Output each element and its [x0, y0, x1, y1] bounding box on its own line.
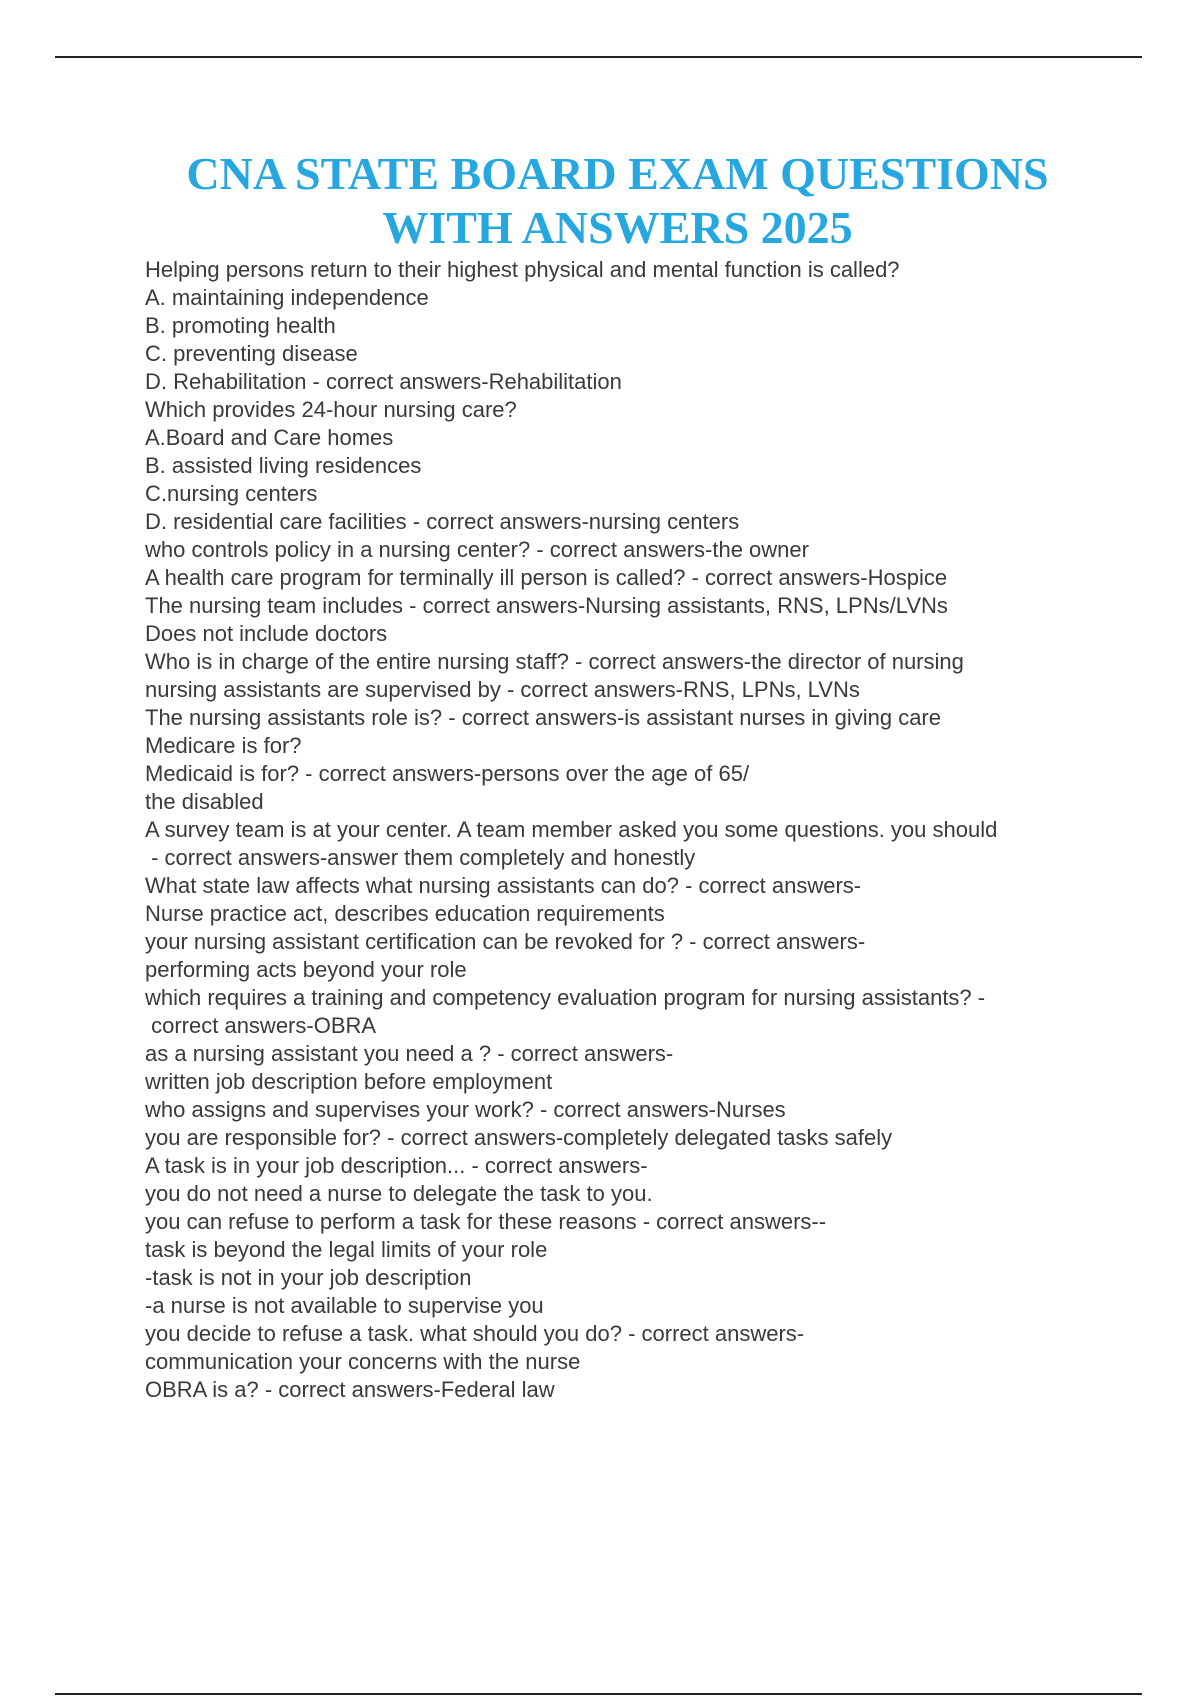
text-line: What state law affects what nursing assistants can do? - correct answers- [145, 873, 862, 898]
text-line: as a nursing assistant you need a ? - correct answers- [145, 1041, 674, 1066]
text-line: you do not need a nurse to delegate the task to you. [145, 1181, 653, 1206]
title-line-1: CNA STATE BOARD EXAM QUESTIONS [186, 148, 1049, 199]
text-line: nursing assistants are supervised by - correct answers-RNS, LPNs, LVNs [145, 677, 860, 702]
text-line: you are responsible for? - correct answers-completely delegated tasks safely [145, 1125, 893, 1150]
text-line: you decide to refuse a task. what should you do? - correct answers- [145, 1321, 805, 1346]
question-answer-list [145, 256, 1105, 1404]
text-line: A. maintaining independence [145, 285, 429, 310]
top-divider [55, 56, 1142, 58]
text-line: Medicaid is for? - correct answers-persons over the age of 65/ [145, 761, 750, 786]
text-line: your nursing assistant certification can be revoked for ? - correct answers- [145, 929, 866, 954]
text-line: - correct answers-answer them completely and honestly [145, 845, 696, 870]
text-line: Medicare is for? [145, 733, 302, 758]
text-line: the disabled [145, 789, 264, 814]
page-title [0, 147, 1200, 255]
text-line: written job description before employment [145, 1069, 553, 1094]
text-line: Helping persons return to their highest physical and mental function is called? [145, 257, 900, 282]
text-line: correct answers-OBRA [145, 1013, 377, 1038]
text-line: C. preventing disease [145, 341, 358, 366]
text-line: The nursing assistants role is? - correct answers-is assistant nurses in giving care [145, 705, 941, 730]
text-line: A task is in your job description... - correct answers- [145, 1153, 648, 1178]
text-line: performing acts beyond your role [145, 957, 467, 982]
text-line: who assigns and supervises your work? - correct answers-Nurses [145, 1097, 786, 1122]
text-line: task is beyond the legal limits of your role [145, 1237, 548, 1262]
text-line: you can refuse to perform a task for these reasons - correct answers-- [145, 1209, 827, 1234]
text-line: C.nursing centers [145, 481, 318, 506]
bottom-divider [55, 1693, 1142, 1695]
text-line: Nurse practice act, describes education requirements [145, 901, 665, 926]
title-line-2: WITH ANSWERS 2025 [382, 202, 853, 253]
text-line: -a nurse is not available to supervise you [145, 1293, 544, 1318]
text-line: D. Rehabilitation - correct answers-Rehabilitation [145, 369, 622, 394]
text-line: A.Board and Care homes [145, 425, 394, 450]
text-line: OBRA is a? - correct answers-Federal law [145, 1377, 555, 1402]
text-line: communication your concerns with the nurse [145, 1349, 581, 1374]
text-line: B. promoting health [145, 313, 336, 338]
text-line: -task is not in your job description [145, 1265, 472, 1290]
text-line: Does not include doctors [145, 621, 388, 646]
text-line: A survey team is at your center. A team member asked you some questions. you should [145, 817, 998, 842]
text-line: who controls policy in a nursing center? - correct answers-the owner [145, 537, 809, 562]
text-line: Which provides 24-hour nursing care? [145, 397, 517, 422]
text-line: which requires a training and competency evaluation program for nursing assistants? - [145, 985, 986, 1010]
text-line: B. assisted living residences [145, 453, 422, 478]
text-line: D. residential care facilities - correct answers-nursing centers [145, 509, 740, 534]
text-line: Who is in charge of the entire nursing staff? - correct answers-the director of nursing [145, 649, 964, 674]
text-line: The nursing team includes - correct answers-Nursing assistants, RNS, LPNs/LVNs [145, 593, 948, 618]
text-line: A health care program for terminally ill person is called? - correct answers-Hospice [145, 565, 948, 590]
